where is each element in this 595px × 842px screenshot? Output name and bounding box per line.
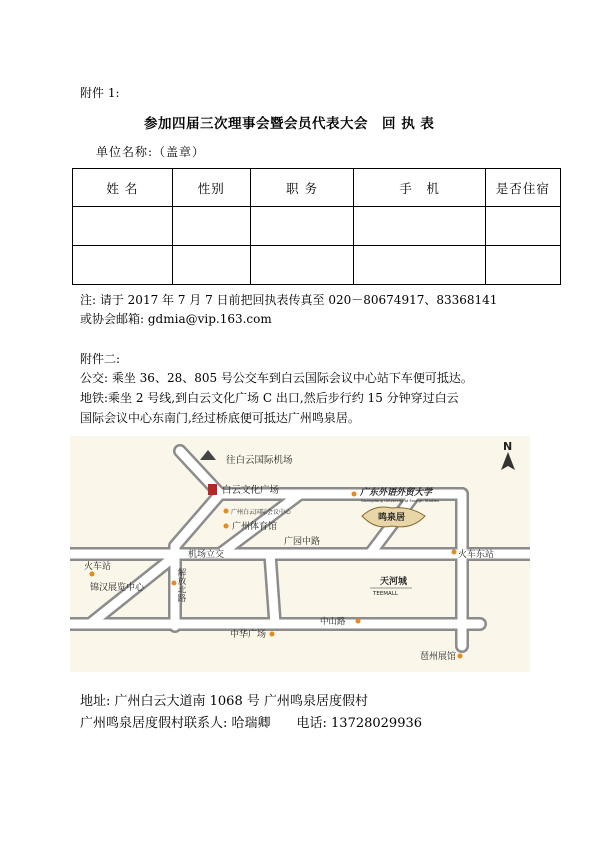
table-cell[interactable] [250,246,354,285]
table-cell[interactable] [485,207,560,246]
map-label-teemall-en: TEEMALL [373,591,398,597]
map-label-jiefang-road: 解放北路 [176,568,186,602]
map-label-mingquan: 鸣泉居 [378,513,406,523]
table-row [73,246,561,285]
map-label-pazhou: 琶州展馆 [420,652,457,662]
map-label-university: 广东外语外贸大学 [360,488,433,498]
header-mobile: 手 机 [354,169,485,207]
table-cell[interactable] [250,207,354,246]
metro-directions-line-2: 国际会议中心东南门,经过桥底便可抵达广州鸣泉居。 [80,411,360,425]
location-dot-icon [224,509,229,514]
metro-logo-icon [208,484,217,495]
map-label-zhongshan-road: 中山路 [320,617,346,627]
map-label-east-station: 火车东站 [458,550,495,560]
location-dot-icon [270,632,275,637]
table-row [73,207,561,246]
bus-directions: 公交: 乘坐 36、28、805 号公交车到白云国际会议中心站下车便可抵达。 [80,371,473,385]
address-line: 地址: 广州白云大道南 1068 号 广州鸣泉居度假村 [80,694,368,709]
header-gender: 性别 [172,169,250,207]
map-label-train-station: 火车站 [84,562,112,572]
map-label-guangyuan-road: 广园中路 [284,537,321,547]
map-label-airport-overpass: 机场立交 [188,550,225,560]
north-label: N [503,440,513,453]
map-label-airport: 往白云国际机场 [226,455,293,466]
location-dot-icon [458,654,463,659]
attachment1-label: 附件 1: [80,86,120,100]
north-arrow-icon [501,452,515,470]
location-map [70,436,530,672]
table-header-row [73,169,561,207]
table-cell[interactable] [354,207,485,246]
header-accommodation: 是否住宿 [485,169,560,207]
location-dot-icon [352,492,357,497]
unit-name-label: 单位名称:（盖章） [96,145,206,159]
arrow-up-icon [200,450,216,460]
map-label-culture-square: 白云文化广场 [222,485,280,496]
page-title: 参加四届三次理事会暨会员代表大会 回 执 表 [144,116,435,132]
contact-line: 广州鸣泉居度假村联系人: 哈瑞卿 电话: 13728029936 [80,716,423,731]
map-label-zhonghua-plaza: 中华广场 [230,630,267,640]
note-line-2: 或协会邮箱: gdmia@vip.163.com [80,312,272,326]
table-cell[interactable] [485,246,560,285]
table-cell[interactable] [172,207,250,246]
location-dot-icon [356,619,361,624]
table-cell[interactable] [73,246,173,285]
map-label-stadium: 广州体育馆 [232,522,278,532]
map-label-conference-center: 广州白云国际会议中心 [231,509,292,516]
map-label-jinhan-center: 锦汉展览中心 [90,583,145,593]
header-position: 职 务 [250,169,354,207]
table-cell[interactable] [73,207,173,246]
attachment2-label: 附件二: [80,352,121,366]
reply-table [72,168,561,285]
location-dot-icon [172,581,177,586]
location-dot-icon [452,550,457,555]
location-dot-icon [90,572,95,577]
note-line-1: 注: 请于 2017 年 7 月 7 日前把回执表传真至 020－80674917、83368141 [80,293,498,307]
map-label-teemall: 天河城 [380,577,408,587]
table-cell[interactable] [172,246,250,285]
table-cell[interactable] [354,246,485,285]
header-name: 姓 名 [73,169,173,207]
map-label-university-en: Guangdong University of Foreign Studies [361,498,439,503]
location-dot-icon [224,524,229,529]
metro-directions-line-1: 地铁:乘坐 2 号线,到白云文化广场 C 出口,然后步行约 15 分钟穿过白云 [80,391,459,405]
